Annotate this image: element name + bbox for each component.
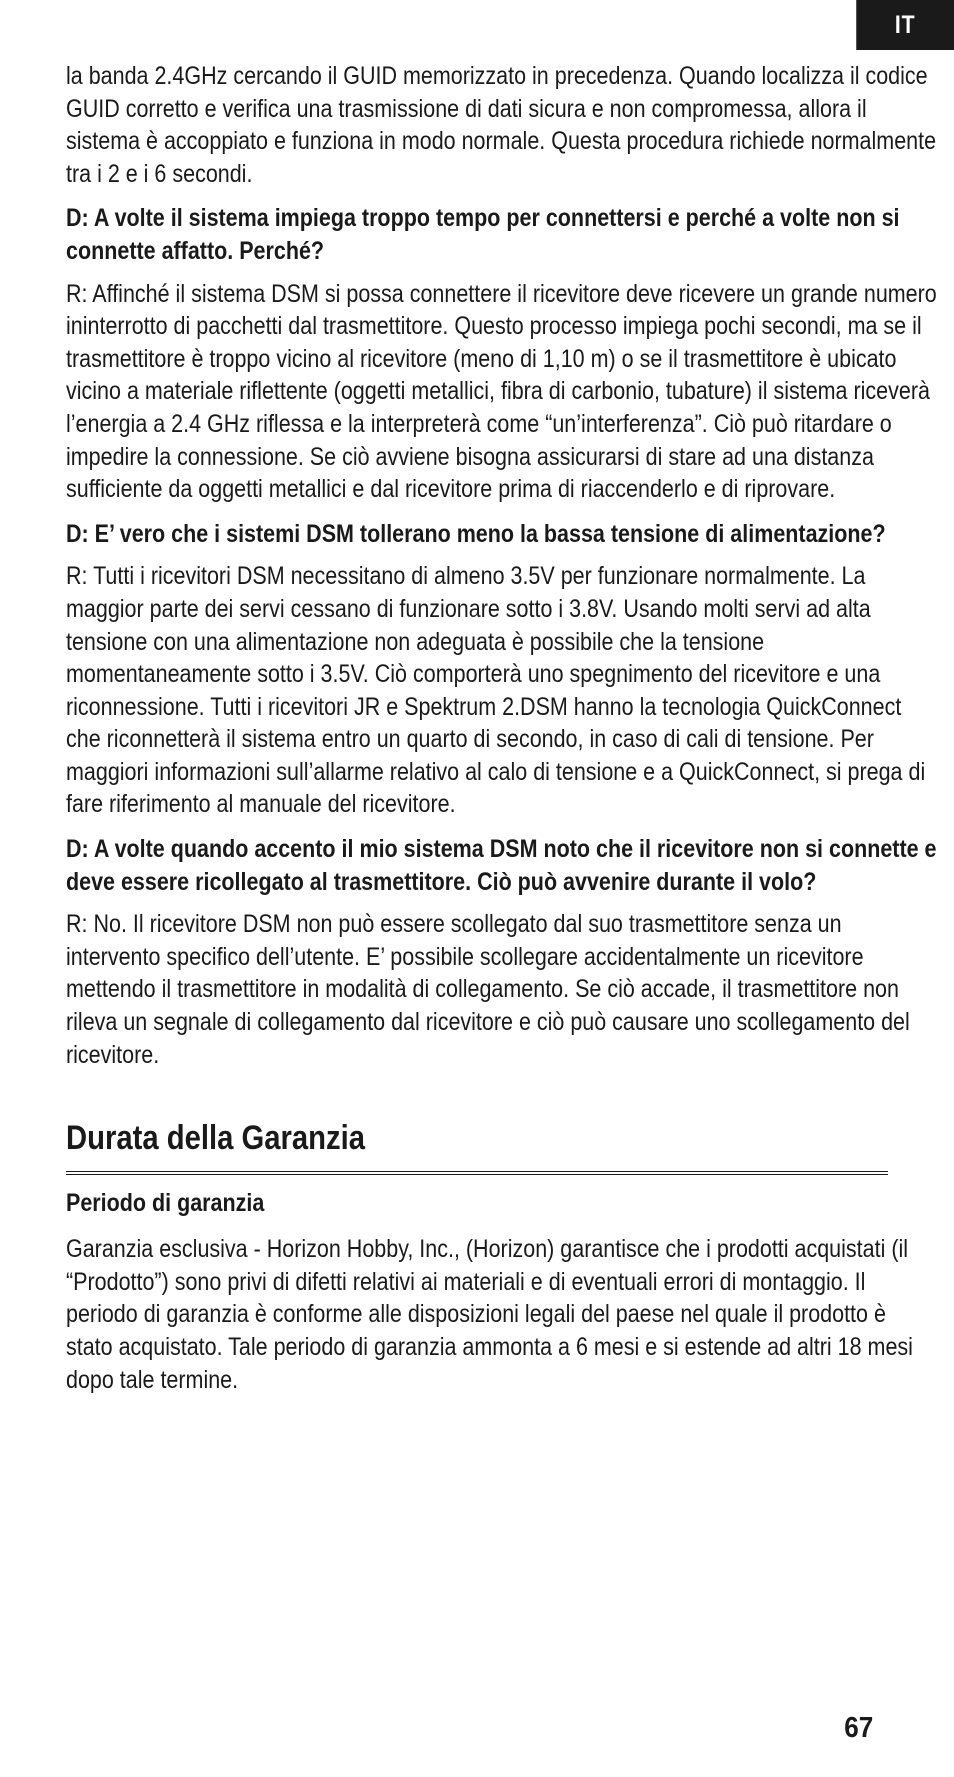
faq-question-2: D: E’ vero che i sistemi DSM tollerano meno la bassa tensione di alimentazione? [66,519,886,548]
page-content [66,60,941,1404]
language-tab: IT [856,0,954,50]
section-divider [66,1171,888,1175]
faq-answer-1: R: Affinché il sistema DSM si possa connettere il ricevitore deve ricevere un grande numero ininterrotto di pacchetti dal trasmettitore. Questo processo impiega pochi secondi, ma se il trasmettitore è troppo vicino al ricevitore (meno di 1,10 m) o se il trasmettitore è ubicato vicino a materiale riflettente (oggetti metallici, fibra di carbonio, tubature) il sistema riceverà l’energia a 2.4 GHz riflessa e la interpreterà come “un’interferenza”. Ciò può ritardare o impedire la connessione. Se ciò avviene bisogna assicurarsi di stare ad una distanza sufficiente da oggetti metallici e dal ricevitore prima di riaccenderlo e di riprovare. [66,279,937,504]
faq-question-3: D: A volte quando accento il mio sistema DSM noto che il ricevitore non si connette e deve essere ricollegato al trasmettitore. Ciò può avvenire durante il volo? [66,835,937,896]
faq-answer-3: R: No. Il ricevitore DSM non può essere scollegato dal suo trasmettitore senza un intervento specifico dell’utente. E’ possibile scollegare accidentalmente un ricevitore mettendo il trasmettitore in modalità di collegamento. Se ciò accade, il trasmettitore non rileva un segnale di collegamento dal ricevitore e ciò può causare uno scollegamento del ricevitore. [66,910,910,1069]
intro-paragraph: la banda 2.4GHz cercando il GUID memorizzato in precedenza. Quando localizza il codice GUID corretto e verifica una trasmissione di dati sicura e non compromessa, allora il sistema è accoppiato e funziona in modo normale. Questa procedura richiede normalmente tra i 2 e i 6 secondi. [66,62,937,188]
warranty-section-title: Durata della Garanzia [66,1119,366,1158]
faq-answer-2: R: Tutti i ricevitori DSM necessitano di almeno 3.5V per funzionare normalmente. La maggior parte dei servi cessano di funzionare sotto i 3.8V. Usando molti servi ad alta tensione con una alimentazione non adeguata è possibile che la tensione momentaneamente sotto i 3.5V. Ciò comporterà uno spegnimento del ricevitore e una riconnessione. Tutti i ricevitori JR e Spektrum 2.DSM hanno la tecnologia QuickConnect che riconnetterà il sistema entro un quarto di secondo, in caso di cali di tensione. Per maggiori informazioni sull’allarme relativo al calo di tensione e a QuickConnect, si prega di fare riferimento al manuale del ricevitore. [66,562,926,819]
faq-question-1: D: A volte il sistema impiega troppo tempo per connettersi e perché a volte non si connette affatto. Perché? [66,204,900,265]
page-number: 67 [843,1712,873,1744]
warranty-subheading: Periodo di garanzia [66,1189,265,1218]
warranty-paragraph: Garanzia esclusiva - Horizon Hobby, Inc., (Horizon) garantisce che i prodotti acquistati (il “Prodotto”) sono privi di difetti relativi ai materiali e di eventuali errori di montaggio. Il periodo di garanzia è conforme alle disposizioni legali del paese nel quale il prodotto è stato acquistato. Tale periodo di garanzia ammonta a 6 mesi e si estende ad altri 18 mesi dopo tale termine. [66,1235,913,1394]
